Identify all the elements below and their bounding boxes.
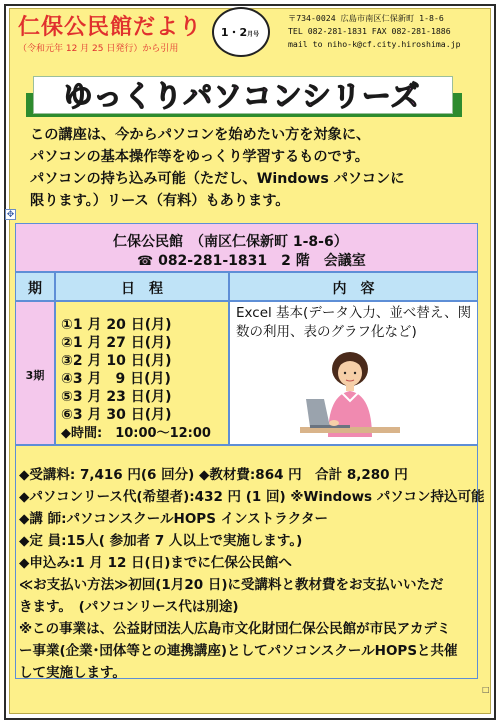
phone-fax: TEL 082-281-1831 FAX 082-281-1886 xyxy=(288,26,451,36)
telephone-icon: ☎ xyxy=(137,254,154,269)
venue-phone-line xyxy=(137,250,366,270)
payment-line: ≪お支払い方法≫初回(1月20 日)に受講料と教材費をお支払いいただ xyxy=(19,577,444,593)
woman-at-laptop-illustration xyxy=(300,349,400,439)
email-address: mail to niho-k@cf.city.hiroshima.jp xyxy=(288,39,461,49)
header-schedule: 日 程 xyxy=(121,281,163,297)
session-date: ⑤3 月 23 日(月) xyxy=(61,389,172,405)
payment-note-line: きます。 (パソコンリース代は別途) xyxy=(19,599,239,615)
series-title: ゆっくりパソコンシリーズ xyxy=(63,79,421,113)
intro-paragraph xyxy=(30,124,460,212)
program-note-line: ※この事業は、公益財団法人広島市文化財団仁保公民館が市民アカデミ xyxy=(19,621,451,637)
table-resize-handle-icon[interactable]: □ xyxy=(482,685,490,694)
issue-number xyxy=(216,24,264,40)
course-content: Excel 基本(データ入力、並べ替え、関数の利用、表のグラフ化など) xyxy=(236,305,472,340)
program-note-line: ー事業(企業･団体等との連携講座)としてパソコンスクールHOPSと共催 xyxy=(19,643,458,659)
session-date: ④3 月 9 日(月) xyxy=(61,371,171,387)
session-date: ⑥3 月 30 日(月) xyxy=(61,407,172,423)
session-date: ③2 月 10 日(月) xyxy=(61,353,172,369)
intro-line: この講座は、今からパソコンを始めたい方を対象に、 xyxy=(30,127,371,143)
application-line: ◆申込み:1 月 12 日(日)までに仁保公民館へ xyxy=(19,555,292,571)
issue-months: 1・2 xyxy=(220,26,248,39)
fee-line: ◆受講料: 7,416 円(6 回分) ◆教材費:864 円 合計 8,280 円 xyxy=(19,467,408,483)
table-move-handle-icon[interactable]: ✥ xyxy=(6,210,15,220)
session-time: ◆時間: 10:00～12:00 xyxy=(61,426,211,441)
intro-line: 限ります。）リース（有料）もあります。 xyxy=(30,193,290,209)
newsletter-source-note: （令和元年 12 月 25 日発行）から引用 xyxy=(18,44,179,54)
intro-line: パソコンの持ち込み可能（ただし、Windows パソコンに xyxy=(30,171,405,187)
intro-line: パソコンの基本操作等をゆっくり学習するものです。 xyxy=(30,149,369,165)
venue-name: 仁保公民館 （南区仁保新町 1-8-6） xyxy=(113,234,348,250)
issue-suffix: 月号 xyxy=(247,31,260,38)
contact-block xyxy=(288,12,488,51)
header-content: 内 容 xyxy=(332,281,375,297)
period-value: 3期 xyxy=(25,369,45,382)
postal-address: 〒734-0024 広島市南区仁保新町 1-8-6 xyxy=(288,13,444,23)
session-date: ②1 月 27 日(月) xyxy=(61,335,172,351)
newsletter-title: 仁保公民館だより xyxy=(18,15,203,40)
instructor-line: ◆講 師:パソコンスクールHOPS インストラクター xyxy=(19,511,328,527)
header-period: 期 xyxy=(28,281,42,297)
program-note-line: して実施します。 xyxy=(19,665,126,681)
session-date: ①1 月 20 日(月) xyxy=(61,317,172,333)
capacity-line: ◆定 員:15人( 参加者 7 人以上で実施します。) xyxy=(19,533,303,549)
venue-phone: 082-281-1831 2 階 会議室 xyxy=(158,253,366,269)
lease-line: ◆パソコンリース代(希望者):432 円 (1 回) ※Windows パソコン持込可能 xyxy=(19,489,485,505)
